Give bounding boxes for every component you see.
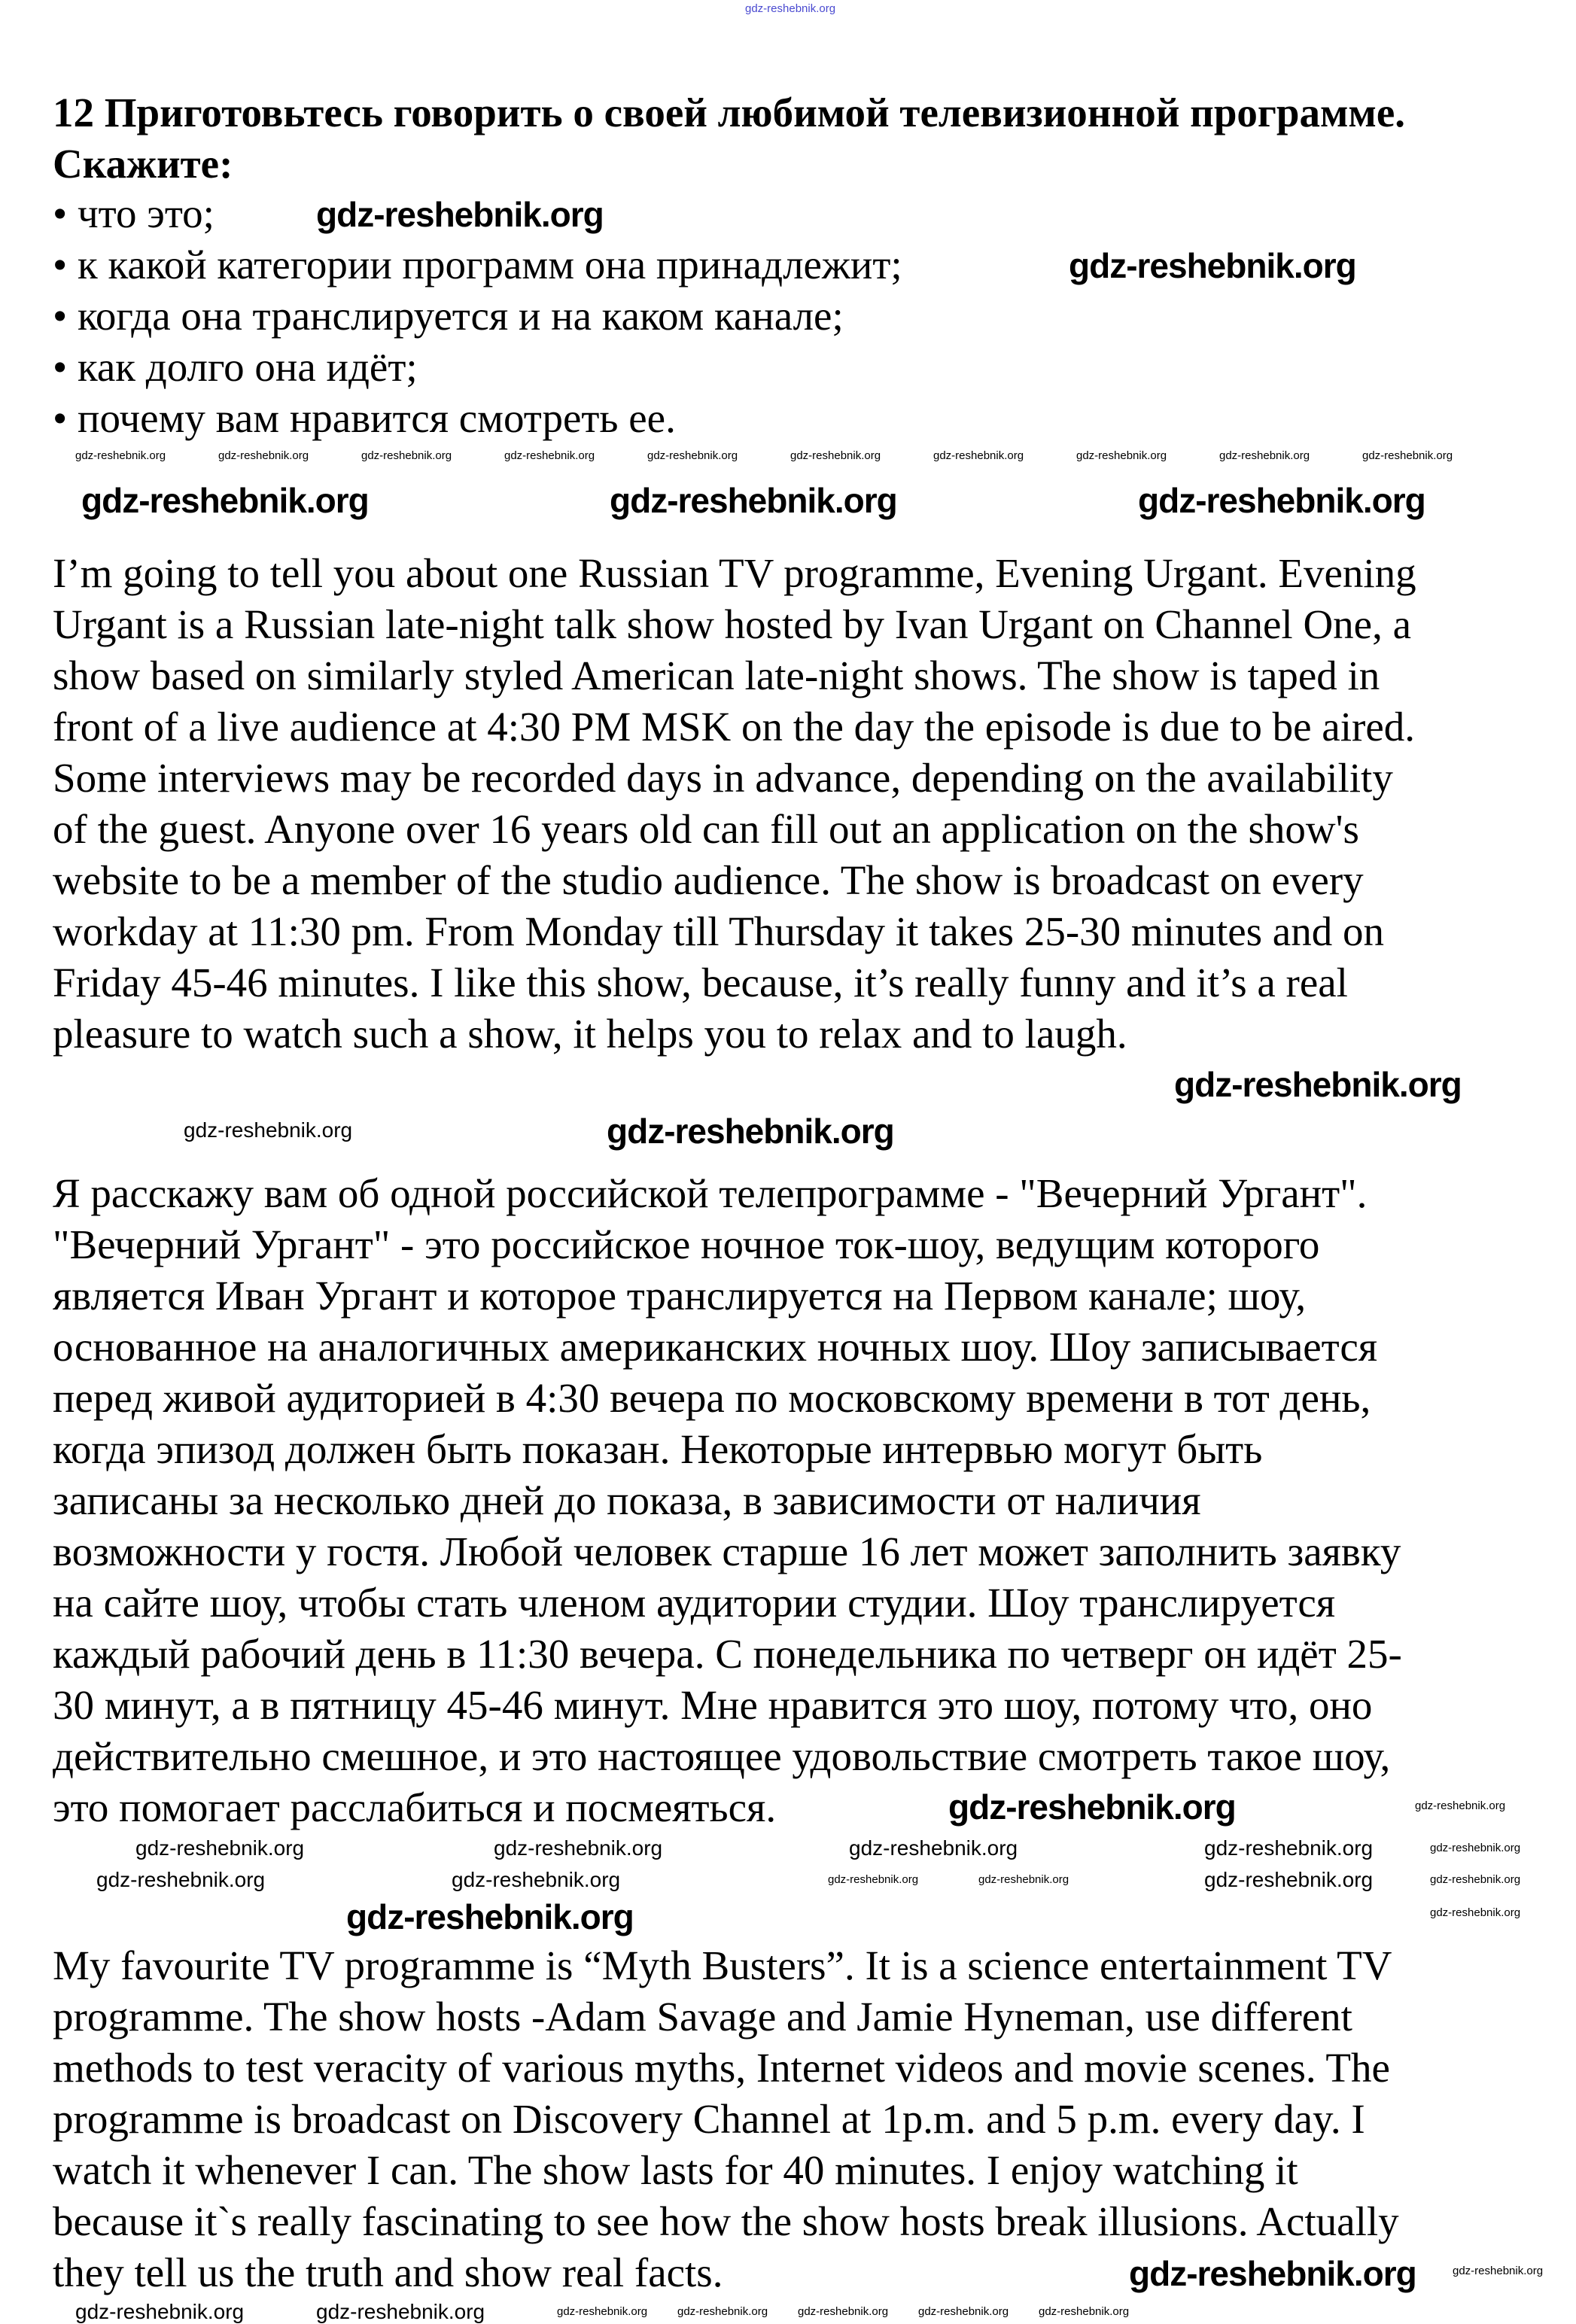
- paragraph-line: когда эпизод должен быть показан. Некоторые интервью могут быть: [53, 1426, 1263, 1472]
- watermark: gdz-reshebnik.org: [1039, 2305, 1130, 2318]
- watermark: gdz-reshebnik.org: [75, 449, 166, 462]
- watermark: gdz-reshebnik.org: [978, 1873, 1069, 1886]
- list-item: • когда она транслируется и на каком канале;: [53, 293, 844, 339]
- paragraph-line: основанное на аналогичных американских ночных шоу. Шоу записывается: [53, 1324, 1378, 1370]
- watermark: gdz-reshebnik.org: [1415, 1799, 1506, 1812]
- paragraph-line: they tell us the truth and show real facts.: [53, 2249, 723, 2295]
- watermark: gdz-reshebnik.org: [75, 2300, 245, 2323]
- paragraph-line: workday at 11:30 pm. From Monday till Thursday it takes 25-30 minutes and on: [53, 908, 1384, 954]
- watermark: gdz-reshebnik.org: [1204, 1836, 1374, 1860]
- paragraph-line: front of a live audience at 4:30 PM MSK on the day the episode is due to be aired.: [53, 704, 1415, 750]
- paragraph-line: website to be a member of the studio audience. The show is broadcast on every: [53, 857, 1364, 903]
- watermark: gdz-reshebnik.org: [316, 195, 604, 234]
- watermark: gdz-reshebnik.org: [361, 449, 452, 462]
- paragraph-line: каждый рабочий день в 11:30 вечера. С понедельника по четверг он идёт 25-: [53, 1631, 1402, 1677]
- paragraph-line: programme. The show hosts -Adam Savage and Jamie Hyneman, use different: [53, 1994, 1352, 2040]
- watermark: gdz-reshebnik.org: [933, 449, 1024, 462]
- watermark: gdz-reshebnik.org: [218, 449, 309, 462]
- watermark: gdz-reshebnik.org: [849, 1836, 1018, 1860]
- watermark: gdz-reshebnik.org: [1453, 2265, 1544, 2277]
- watermark: gdz-reshebnik.org: [1362, 449, 1453, 462]
- paragraph-line: Some interviews may be recorded days in advance, depending on the availability: [53, 755, 1393, 801]
- paragraph-line: of the guest. Anyone over 16 years old can fill out an application on the show's: [53, 806, 1359, 852]
- heading-line: 12 Приготовьтесь говорить о своей любимой телевизионной программе.: [53, 90, 1406, 135]
- paragraph-line: My favourite TV programme is “Myth Busters”. It is a science entertainment TV: [53, 1942, 1392, 1988]
- watermark: gdz-reshebnik.org: [1129, 2254, 1416, 2293]
- watermark: gdz-reshebnik.org: [1430, 1873, 1521, 1886]
- watermark: gdz-reshebnik.org: [647, 449, 738, 462]
- list-item: • что это;: [53, 190, 214, 236]
- paragraph-line: show based on similarly styled American late-night shows. The show is taped in: [53, 652, 1380, 698]
- watermark: gdz-reshebnik.org: [494, 1836, 663, 1860]
- paragraph-line: I’m going to tell you about one Russian TV programme, Evening Urgant. Evening: [53, 550, 1416, 596]
- heading-line: Скажите:: [53, 141, 233, 187]
- watermark: gdz-reshebnik.org: [1430, 1906, 1521, 1919]
- paragraph-line: на сайте шоу, чтобы стать членом аудитории студии. Шоу транслируется: [53, 1580, 1336, 1626]
- watermark: gdz-reshebnik.org: [316, 2300, 485, 2323]
- watermark: gdz-reshebnik.org: [504, 449, 595, 462]
- paragraph-line: Я расскажу вам об одной российской телепрограмме - "Вечерний Ургант".: [53, 1170, 1368, 1216]
- paragraph-line: записаны за несколько дней до показа, в зависимости от наличия: [53, 1477, 1201, 1523]
- watermark: gdz-reshebnik.org: [1204, 1868, 1374, 1891]
- paragraph-line: возможности у гостя. Любой человек старше 16 лет может заполнить заявку: [53, 1529, 1401, 1574]
- list-item: • к какой категории программ она принадлежит;: [53, 242, 902, 287]
- paragraph-line: является Иван Ургант и которое транслируется на Первом канале; шоу,: [53, 1273, 1307, 1319]
- paragraph-line: "Вечерний Ургант" - это российское ночное ток-шоу, ведущим которого: [53, 1221, 1320, 1267]
- watermark: gdz-reshebnik.org: [1430, 1842, 1521, 1854]
- watermark: gdz-reshebnik.org: [1069, 246, 1356, 285]
- paragraph-line: Friday 45-46 minutes. I like this show, because, it’s really funny and it’s a real: [53, 960, 1348, 1005]
- watermark: gdz-reshebnik.org: [790, 449, 881, 462]
- paragraph-line: because it`s really fascinating to see how the show hosts break illusions. Actually: [53, 2198, 1399, 2244]
- paragraph-line: programme is broadcast on Discovery Channel at 1p.m. and 5 p.m. every day. I: [53, 2096, 1365, 2142]
- watermark: gdz-reshebnik.org: [96, 1868, 266, 1891]
- watermark: gdz-reshebnik.org: [1138, 481, 1425, 520]
- paragraph-line: watch it whenever I can. The show lasts for 40 minutes. I enjoy watching it: [53, 2147, 1298, 2193]
- paragraph-line: 30 минут, а в пятницу 45-46 минут. Мне нравится это шоу, потому что, оно: [53, 1682, 1373, 1728]
- watermark: gdz-reshebnik.org: [610, 481, 897, 520]
- watermark: gdz-reshebnik.org: [1219, 449, 1310, 462]
- watermark: gdz-reshebnik.org: [346, 1897, 634, 1936]
- paragraph-line: перед живой аудиторией в 4:30 вечера по московскому времени в тот день,: [53, 1375, 1371, 1421]
- paragraph-line: pleasure to watch such a show, it helps you to relax and to laugh.: [53, 1011, 1127, 1057]
- watermark: gdz-reshebnik.org: [184, 1118, 353, 1142]
- watermark: gdz-reshebnik.org: [1076, 449, 1167, 462]
- watermark: gdz-reshebnik.org: [81, 481, 369, 520]
- list-item: • почему вам нравится смотреть ее.: [53, 395, 676, 441]
- watermark: gdz-reshebnik.org: [452, 1868, 621, 1891]
- list-item: • как долго она идёт;: [53, 344, 418, 390]
- watermark: gdz-reshebnik.org: [677, 2305, 768, 2318]
- watermark: gdz-reshebnik.org: [798, 2305, 889, 2318]
- watermark: gdz-reshebnik.org: [918, 2305, 1009, 2318]
- top-watermark: gdz-reshebnik.org: [745, 2, 836, 15]
- paragraph-line: Urgant is a Russian late-night talk show hosted by Ivan Urgant on Channel One, a: [53, 601, 1412, 647]
- watermark: gdz-reshebnik.org: [135, 1836, 305, 1860]
- paragraph-line: methods to test veracity of various myths, Internet videos and movie scenes. The: [53, 2045, 1390, 2091]
- watermark: gdz-reshebnik.org: [607, 1112, 894, 1151]
- watermark: gdz-reshebnik.org: [1174, 1065, 1462, 1104]
- watermark: gdz-reshebnik.org: [828, 1873, 919, 1886]
- paragraph-line: это помогает расслабиться и посмеяться.: [53, 1784, 777, 1830]
- watermark: gdz-reshebnik.org: [557, 2305, 648, 2318]
- paragraph-line: действительно смешное, и это настоящее удовольствие смотреть такое шоу,: [53, 1733, 1391, 1779]
- watermark: gdz-reshebnik.org: [948, 1787, 1236, 1827]
